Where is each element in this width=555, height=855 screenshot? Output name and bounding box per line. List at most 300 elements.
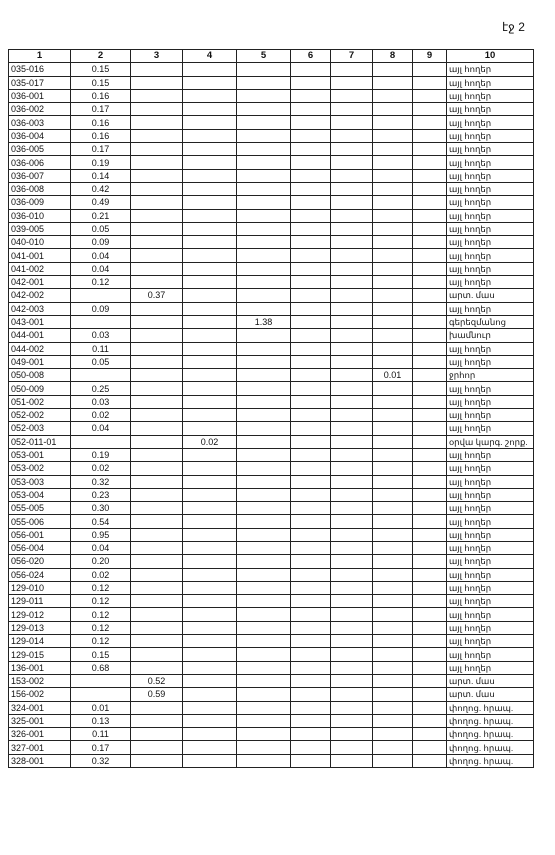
area-cell bbox=[183, 621, 237, 634]
area-cell bbox=[413, 701, 447, 714]
area-cell: 1.38 bbox=[237, 315, 291, 328]
land-type-cell: այլ հողեր bbox=[447, 648, 534, 661]
area-cell bbox=[373, 581, 413, 594]
area-cell bbox=[331, 422, 373, 435]
area-cell bbox=[237, 648, 291, 661]
area-cell bbox=[413, 169, 447, 182]
area-cell bbox=[331, 448, 373, 461]
area-cell bbox=[131, 595, 183, 608]
area-cell bbox=[291, 249, 331, 262]
area-cell bbox=[183, 648, 237, 661]
area-cell bbox=[331, 342, 373, 355]
area-cell bbox=[373, 502, 413, 515]
area-cell bbox=[131, 342, 183, 355]
table-row bbox=[9, 635, 534, 648]
area-cell bbox=[413, 129, 447, 142]
land-type-cell: ջրհոր bbox=[447, 369, 534, 382]
parcel-code-cell: 036-001 bbox=[9, 89, 71, 102]
area-cell bbox=[373, 661, 413, 674]
area-cell: 0.21 bbox=[71, 209, 131, 222]
area-cell bbox=[183, 741, 237, 754]
area-cell: 0.15 bbox=[71, 76, 131, 89]
area-cell bbox=[413, 488, 447, 501]
area-cell bbox=[413, 502, 447, 515]
column-header: 1 bbox=[9, 50, 71, 63]
area-cell bbox=[373, 448, 413, 461]
area-cell bbox=[331, 621, 373, 634]
parcel-code-cell: 055-005 bbox=[9, 502, 71, 515]
table-row bbox=[9, 355, 534, 368]
land-type-cell: փողոց. հրապ. bbox=[447, 741, 534, 754]
area-cell bbox=[373, 129, 413, 142]
area-cell bbox=[331, 608, 373, 621]
area-cell bbox=[373, 355, 413, 368]
area-cell bbox=[331, 63, 373, 76]
area-cell bbox=[183, 315, 237, 328]
parcel-code-cell: 039-005 bbox=[9, 222, 71, 235]
area-cell: 0.03 bbox=[71, 329, 131, 342]
area-cell bbox=[183, 143, 237, 156]
area-cell bbox=[373, 688, 413, 701]
area-cell bbox=[331, 209, 373, 222]
area-cell bbox=[183, 528, 237, 541]
area-cell: 0.23 bbox=[71, 488, 131, 501]
area-cell bbox=[131, 435, 183, 448]
table-row bbox=[9, 63, 534, 76]
area-cell bbox=[183, 754, 237, 767]
area-cell bbox=[413, 674, 447, 687]
area-cell bbox=[237, 541, 291, 554]
area-cell bbox=[131, 714, 183, 727]
area-cell bbox=[291, 209, 331, 222]
land-type-cell: գերեզմանոց bbox=[447, 315, 534, 328]
parcel-code-cell: 040-010 bbox=[9, 236, 71, 249]
table-row bbox=[9, 608, 534, 621]
area-cell bbox=[331, 754, 373, 767]
area-cell bbox=[237, 196, 291, 209]
area-cell bbox=[373, 515, 413, 528]
area-cell bbox=[331, 541, 373, 554]
area-cell: 0.04 bbox=[71, 249, 131, 262]
area-cell bbox=[291, 728, 331, 741]
table-row bbox=[9, 129, 534, 142]
area-cell bbox=[183, 515, 237, 528]
area-cell: 0.01 bbox=[71, 701, 131, 714]
area-cell: 0.32 bbox=[71, 475, 131, 488]
area-cell bbox=[237, 595, 291, 608]
area-cell bbox=[291, 116, 331, 129]
area-cell bbox=[183, 661, 237, 674]
parcel-code-cell: 326-001 bbox=[9, 728, 71, 741]
area-cell bbox=[413, 342, 447, 355]
area-cell: 0.54 bbox=[71, 515, 131, 528]
area-cell bbox=[291, 528, 331, 541]
area-cell bbox=[237, 475, 291, 488]
area-cell bbox=[373, 63, 413, 76]
land-type-cell: այլ հողեր bbox=[447, 129, 534, 142]
area-cell bbox=[413, 635, 447, 648]
area-cell bbox=[413, 435, 447, 448]
table-row bbox=[9, 568, 534, 581]
table-row bbox=[9, 276, 534, 289]
area-cell bbox=[237, 63, 291, 76]
area-cell bbox=[237, 701, 291, 714]
area-cell: 0.02 bbox=[183, 435, 237, 448]
area-cell bbox=[413, 89, 447, 102]
table-row bbox=[9, 435, 534, 448]
area-cell: 0.16 bbox=[71, 129, 131, 142]
area-cell bbox=[183, 302, 237, 315]
land-type-cell: այլ հողեր bbox=[447, 182, 534, 195]
land-type-cell: այլ հողեր bbox=[447, 422, 534, 435]
parcel-code-cell: 041-002 bbox=[9, 262, 71, 275]
area-cell: 0.68 bbox=[71, 661, 131, 674]
area-cell: 0.32 bbox=[71, 754, 131, 767]
table-row bbox=[9, 448, 534, 461]
area-cell: 0.12 bbox=[71, 581, 131, 594]
area-cell: 0.17 bbox=[71, 103, 131, 116]
area-cell bbox=[237, 581, 291, 594]
table-row bbox=[9, 674, 534, 687]
area-cell bbox=[331, 329, 373, 342]
area-cell bbox=[291, 169, 331, 182]
area-cell bbox=[237, 502, 291, 515]
area-cell bbox=[183, 555, 237, 568]
parcel-code-cell: 129-015 bbox=[9, 648, 71, 661]
area-cell bbox=[413, 608, 447, 621]
land-type-cell: այլ հողեր bbox=[447, 355, 534, 368]
area-cell: 0.25 bbox=[71, 382, 131, 395]
area-cell: 0.49 bbox=[71, 196, 131, 209]
land-type-cell: այլ հողեր bbox=[447, 196, 534, 209]
parcel-code-cell: 036-007 bbox=[9, 169, 71, 182]
column-header: 4 bbox=[183, 50, 237, 63]
area-cell bbox=[331, 169, 373, 182]
parcel-code-cell: 053-002 bbox=[9, 462, 71, 475]
land-type-cell: խամնուր bbox=[447, 329, 534, 342]
table-row bbox=[9, 515, 534, 528]
area-cell bbox=[373, 103, 413, 116]
table-row bbox=[9, 76, 534, 89]
area-cell: 0.95 bbox=[71, 528, 131, 541]
land-type-cell: այլ հողեր bbox=[447, 89, 534, 102]
area-cell: 0.04 bbox=[71, 541, 131, 554]
table-body bbox=[9, 63, 534, 768]
area-cell bbox=[331, 276, 373, 289]
area-cell bbox=[71, 289, 131, 302]
area-cell bbox=[291, 515, 331, 528]
table-row bbox=[9, 528, 534, 541]
area-cell: 0.12 bbox=[71, 635, 131, 648]
area-cell bbox=[373, 209, 413, 222]
area-cell bbox=[373, 462, 413, 475]
land-type-cell: այլ հողեր bbox=[447, 502, 534, 515]
column-header: 10 bbox=[447, 50, 534, 63]
area-cell bbox=[131, 76, 183, 89]
land-type-cell: այլ հողեր bbox=[447, 76, 534, 89]
area-cell bbox=[413, 143, 447, 156]
area-cell: 0.12 bbox=[71, 608, 131, 621]
area-cell bbox=[131, 528, 183, 541]
area-cell bbox=[413, 222, 447, 235]
area-cell bbox=[373, 409, 413, 422]
land-type-cell: այլ հողեր bbox=[447, 116, 534, 129]
table-row bbox=[9, 555, 534, 568]
area-cell: 0.04 bbox=[71, 262, 131, 275]
parcel-code-cell: 035-017 bbox=[9, 76, 71, 89]
area-cell bbox=[291, 143, 331, 156]
area-cell bbox=[131, 156, 183, 169]
parcel-code-cell: 044-001 bbox=[9, 329, 71, 342]
area-cell bbox=[331, 502, 373, 515]
area-cell bbox=[237, 236, 291, 249]
area-cell bbox=[291, 262, 331, 275]
area-cell bbox=[237, 528, 291, 541]
area-cell bbox=[131, 63, 183, 76]
land-type-cell: արտ. մաս bbox=[447, 674, 534, 687]
area-cell bbox=[413, 515, 447, 528]
parcel-code-cell: 056-024 bbox=[9, 568, 71, 581]
area-cell: 0.16 bbox=[71, 89, 131, 102]
area-cell: 0.01 bbox=[373, 369, 413, 382]
area-cell bbox=[131, 129, 183, 142]
area-cell bbox=[183, 289, 237, 302]
table-row bbox=[9, 329, 534, 342]
area-cell bbox=[413, 289, 447, 302]
area-cell bbox=[373, 714, 413, 727]
table-row bbox=[9, 754, 534, 767]
area-cell bbox=[131, 555, 183, 568]
area-cell bbox=[413, 249, 447, 262]
land-type-cell: այլ հողեր bbox=[447, 475, 534, 488]
column-header: 9 bbox=[413, 50, 447, 63]
table-row bbox=[9, 116, 534, 129]
parcel-code-cell: 129-013 bbox=[9, 621, 71, 634]
area-cell bbox=[373, 342, 413, 355]
area-cell bbox=[373, 422, 413, 435]
area-cell bbox=[373, 568, 413, 581]
area-cell bbox=[291, 701, 331, 714]
area-cell bbox=[237, 674, 291, 687]
area-cell bbox=[71, 688, 131, 701]
area-cell bbox=[291, 156, 331, 169]
area-cell bbox=[331, 674, 373, 687]
parcel-code-cell: 136-001 bbox=[9, 661, 71, 674]
parcel-code-cell: 052-002 bbox=[9, 409, 71, 422]
area-cell bbox=[373, 635, 413, 648]
page-number-label: էջ 2 bbox=[502, 20, 525, 34]
parcel-code-cell: 053-001 bbox=[9, 448, 71, 461]
area-cell bbox=[131, 209, 183, 222]
area-cell bbox=[131, 143, 183, 156]
area-cell bbox=[131, 315, 183, 328]
area-cell bbox=[291, 422, 331, 435]
area-cell bbox=[331, 435, 373, 448]
area-cell bbox=[237, 289, 291, 302]
area-cell bbox=[291, 236, 331, 249]
column-header: 6 bbox=[291, 50, 331, 63]
parcel-code-cell: 036-005 bbox=[9, 143, 71, 156]
land-type-cell: այլ հողեր bbox=[447, 395, 534, 408]
area-cell bbox=[131, 621, 183, 634]
area-cell bbox=[183, 209, 237, 222]
area-cell bbox=[373, 674, 413, 687]
parcel-code-cell: 129-011 bbox=[9, 595, 71, 608]
parcel-code-cell: 042-002 bbox=[9, 289, 71, 302]
area-cell bbox=[237, 382, 291, 395]
area-cell: 0.19 bbox=[71, 156, 131, 169]
table-row bbox=[9, 648, 534, 661]
land-type-cell: փողոց. հրապ. bbox=[447, 754, 534, 767]
area-cell bbox=[131, 196, 183, 209]
area-cell bbox=[373, 262, 413, 275]
area-cell bbox=[183, 502, 237, 515]
table-row bbox=[9, 422, 534, 435]
parcel-code-cell: 325-001 bbox=[9, 714, 71, 727]
area-cell bbox=[237, 169, 291, 182]
area-cell: 0.11 bbox=[71, 728, 131, 741]
area-cell bbox=[131, 635, 183, 648]
area-cell bbox=[291, 315, 331, 328]
area-cell bbox=[183, 475, 237, 488]
area-cell bbox=[131, 488, 183, 501]
area-cell bbox=[413, 369, 447, 382]
area-cell bbox=[413, 462, 447, 475]
area-cell bbox=[373, 648, 413, 661]
area-cell bbox=[131, 116, 183, 129]
area-cell: 0.59 bbox=[131, 688, 183, 701]
area-cell bbox=[291, 435, 331, 448]
area-cell bbox=[237, 409, 291, 422]
area-cell bbox=[183, 728, 237, 741]
parcel-code-cell: 156-002 bbox=[9, 688, 71, 701]
table-row bbox=[9, 209, 534, 222]
area-cell: 0.14 bbox=[71, 169, 131, 182]
area-cell bbox=[291, 488, 331, 501]
area-cell bbox=[131, 475, 183, 488]
area-cell: 0.30 bbox=[71, 502, 131, 515]
area-cell bbox=[413, 555, 447, 568]
area-cell bbox=[331, 648, 373, 661]
area-cell bbox=[413, 422, 447, 435]
area-cell bbox=[331, 714, 373, 727]
area-cell bbox=[331, 249, 373, 262]
area-cell bbox=[331, 182, 373, 195]
parcel-code-cell: 055-006 bbox=[9, 515, 71, 528]
area-cell bbox=[373, 541, 413, 554]
column-header: 5 bbox=[237, 50, 291, 63]
land-type-cell: այլ հողեր bbox=[447, 276, 534, 289]
area-cell: 0.02 bbox=[71, 462, 131, 475]
table-row bbox=[9, 541, 534, 554]
area-cell bbox=[183, 462, 237, 475]
area-cell bbox=[413, 714, 447, 727]
area-cell bbox=[131, 568, 183, 581]
area-cell bbox=[131, 661, 183, 674]
area-cell bbox=[331, 156, 373, 169]
area-cell bbox=[373, 595, 413, 608]
area-cell bbox=[237, 129, 291, 142]
table-row bbox=[9, 395, 534, 408]
area-cell bbox=[373, 382, 413, 395]
land-type-cell: այլ հողեր bbox=[447, 169, 534, 182]
parcel-code-cell: 036-008 bbox=[9, 182, 71, 195]
land-type-cell: այլ հողեր bbox=[447, 209, 534, 222]
area-cell bbox=[331, 475, 373, 488]
area-cell bbox=[131, 182, 183, 195]
table-row bbox=[9, 688, 534, 701]
area-cell bbox=[237, 568, 291, 581]
area-cell bbox=[413, 728, 447, 741]
area-cell bbox=[131, 541, 183, 554]
area-cell bbox=[291, 688, 331, 701]
land-type-cell: այլ հողեր bbox=[447, 608, 534, 621]
area-cell bbox=[237, 143, 291, 156]
area-cell bbox=[237, 76, 291, 89]
area-cell bbox=[237, 249, 291, 262]
area-cell bbox=[413, 236, 447, 249]
area-cell bbox=[237, 422, 291, 435]
area-cell bbox=[291, 329, 331, 342]
area-cell bbox=[131, 515, 183, 528]
area-cell bbox=[237, 262, 291, 275]
area-cell bbox=[183, 581, 237, 594]
area-cell bbox=[291, 129, 331, 142]
area-cell bbox=[183, 701, 237, 714]
area-cell bbox=[131, 448, 183, 461]
parcel-code-cell: 052-011-01 bbox=[9, 435, 71, 448]
area-cell bbox=[413, 382, 447, 395]
area-cell bbox=[291, 382, 331, 395]
area-cell bbox=[331, 688, 373, 701]
parcel-code-cell: 053-003 bbox=[9, 475, 71, 488]
area-cell bbox=[413, 116, 447, 129]
area-cell bbox=[331, 302, 373, 315]
table-row bbox=[9, 488, 534, 501]
table-row bbox=[9, 315, 534, 328]
area-cell bbox=[183, 409, 237, 422]
land-type-cell: այլ հողեր bbox=[447, 222, 534, 235]
area-cell bbox=[373, 156, 413, 169]
area-cell bbox=[413, 541, 447, 554]
area-cell bbox=[237, 342, 291, 355]
area-cell bbox=[237, 448, 291, 461]
parcel-code-cell: 049-001 bbox=[9, 355, 71, 368]
land-type-cell: փողոց. հրապ. bbox=[447, 728, 534, 741]
parcel-code-cell: 044-002 bbox=[9, 342, 71, 355]
parcel-code-cell: 129-014 bbox=[9, 635, 71, 648]
area-cell bbox=[331, 89, 373, 102]
table-row bbox=[9, 249, 534, 262]
area-cell: 0.15 bbox=[71, 63, 131, 76]
area-cell bbox=[237, 395, 291, 408]
area-cell bbox=[331, 409, 373, 422]
area-cell bbox=[331, 262, 373, 275]
area-cell bbox=[373, 289, 413, 302]
area-cell bbox=[237, 369, 291, 382]
parcel-code-cell: 050-009 bbox=[9, 382, 71, 395]
area-cell bbox=[331, 395, 373, 408]
area-cell bbox=[291, 621, 331, 634]
area-cell bbox=[331, 76, 373, 89]
table-row bbox=[9, 581, 534, 594]
area-cell bbox=[237, 661, 291, 674]
area-cell bbox=[291, 222, 331, 235]
area-cell bbox=[183, 89, 237, 102]
area-cell bbox=[331, 382, 373, 395]
land-type-cell: այլ հողեր bbox=[447, 488, 534, 501]
parcel-code-cell: 328-001 bbox=[9, 754, 71, 767]
